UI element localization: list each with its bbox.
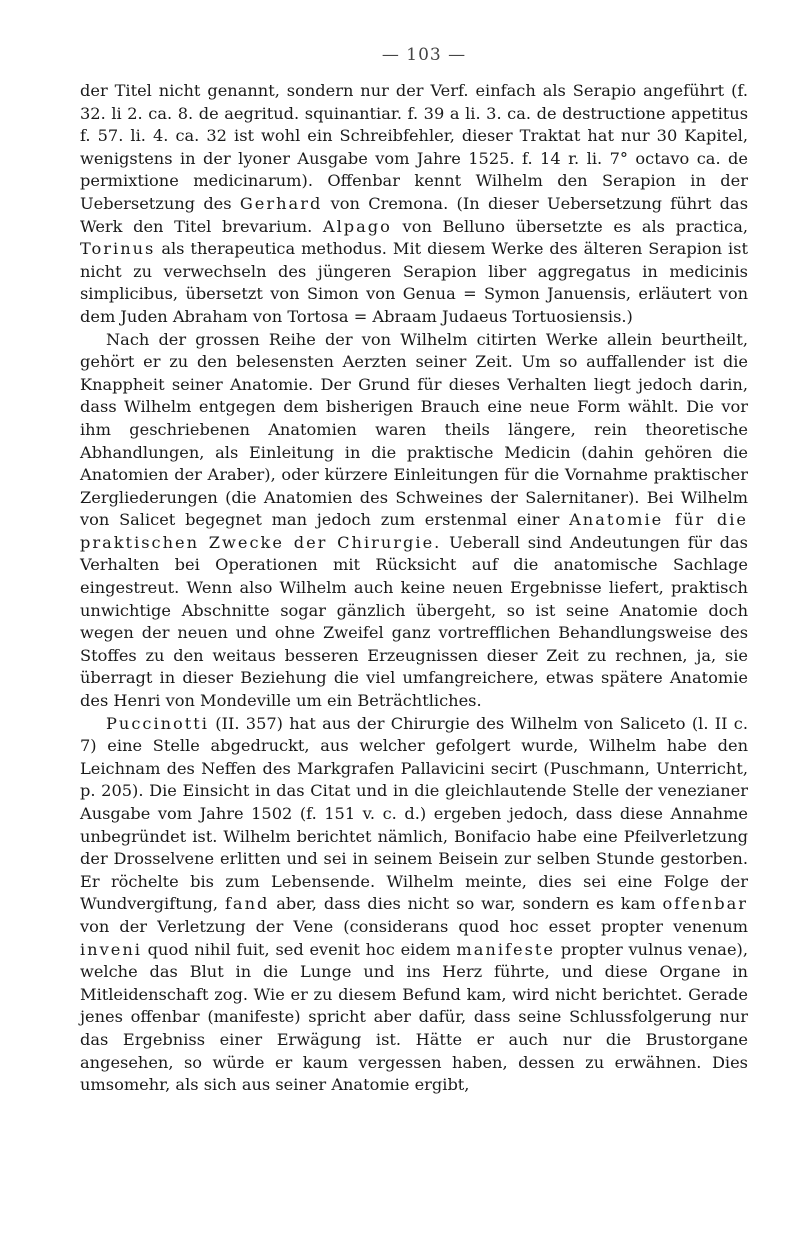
spaced-text: Gerhard [239,193,323,213]
text-run: Ueberall sind Andeutungen für das Verhalten bei Operationen mit Rücksicht auf die anatomische Sachlage eingestreut. Wenn also Wilhelm auch keine neuen Ergebnisse liefert, praktisch unwichtige Abschnitte sogar gänzlich übergeht, so ist seine Anatomie doch wegen der neuen und ohne Zweifel ganz vortrefflichen Behandlungsweise des Stoffes zu den weitaus besseren Erzeugnissen dieser Zeit zu rechnen, ja, sie überragt in dieser Beziehung die viel umfangreichere, etwas spätere Anatomie des Henri von Mondeville um ein Beträchtliches. [80,532,748,711]
spaced-text: Puccinotti [106,713,209,733]
paragraph-2 [80,329,748,713]
text-run: Nach der grossen Reihe der von Wilhelm citirten Werke allein beurtheilt, gehört er zu den belesensten Aerzten seiner Zeit. Um so auffallender ist die Knappheit seiner Anatomie. Der Grund für dieses Verhalten liegt jedoch darin, dass Wilhelm entgegen dem bisherigen Brauch eine neue Form wählt. Die vor ihm geschriebenen Anatomien waren theils längere, rein theoretische Abhandlungen, als Einleitung in die praktische Medicin (dahin gehören die Anatomien der Araber), oder kürzere Einleitungen für die Vornahme praktischer Zergliederungen (die Anatomien des Schweines der Salernitaner). Bei Wilhelm von Salicet begegnet man jedoch zum erstenmal einer [80,329,748,530]
text-run: von Cremona. (In dieser Uebersetzung führt das Werk den Titel brevarium. [80,193,748,236]
text-run: propter vulnus venae), welche das Blut in die Lunge und ins Herz führte, und diese Organe in Mitleidenschaft zog. Wie er zu diesem Befund kam, wird nicht berichtet. Gerade jenes offenbar (manifeste) spricht aber dafür, dass seine Schlussfolgerung nur das Ergebniss einer Erwägung ist. Hätte er auch nur die Brustorgane angesehen, so würde er kaum vergessen haben, dessen zu erwähnen. Dies umsomehr, als sich aus seiner Anatomie ergibt, [80,939,748,1095]
spaced-text: inveni [80,939,142,959]
spaced-text: Anatomie für die praktischen Zwecke der Chirurgie. [80,510,748,552]
text-run: der Titel nicht genannt, sondern nur der Verf. einfach als Serapio angeführt (f. 32. li 2. ca. 8. de aegritud. squinantiar. f. 39 a li. 3. ca. de destructione appetitus f. 57. li. 4. ca. 32 ist wohl ein Schreibfehler, dieser Traktat hat nur 30 Kapitel, wenigstens in der lyoner Ausgabe vom Jahre 1525. f. 14 r. li. 7° octavo ca. de permixtione medicinarum). Offenbar kennt Wilhelm den Serapion in der Uebersetzung des [80,81,748,213]
text-run: quod nihil fuit, sed evenit hoc eidem [141,939,457,959]
spaced-text: offenbar [662,894,748,914]
paragraph-3 [80,713,748,1097]
page-number: — 103 — [381,45,467,65]
spaced-text: fand [224,894,270,914]
paragraph-1 [80,80,748,329]
text-run: als therapeutica methodus. Mit diesem Werke des älteren Serapion ist nicht zu verwechseln des jüngeren Serapion liber aggregatus in medicinis simplicibus, übersetzt von Simon von Genua = Symon Januensis, erläutert von dem Juden Abraham von Tortosa = Abraam Judaeus Tortuosiensis.) [80,239,748,326]
text-run: (II. 357) hat aus der Chirurgie des Wilhelm von Saliceto (l. II c. 7) eine Stelle abgedruckt, aus welcher gefolgert wurde, Wilhelm habe den Leichnam des Neffen des Markgrafen Pallavicini secirt (Puschmann, Unterricht, p. 205). Die Einsicht in das Citat und in die gleichlautende Stelle der venezianer Ausgabe vom Jahre 1502 (f. 151 v. c. d.) ergeben jedoch, dass diese Annahme unbegründet ist. Wilhelm berichtet nämlich, Bonifacio habe eine Pfeilverletzung der Drosselvene erlitten und sei in seinem Beisein zur selben Stunde gestorben. Er röchelte bis zum Lebensende. Wilhelm meinte, dies sei eine Folge der Wundvergiftung, [80,713,748,914]
text-run: aber, dass dies nicht so war, sondern es kam [269,894,663,914]
body-text [80,80,748,1097]
text-run: von der Verletzung der Vene (considerans quod hoc esset propter venenum [80,916,748,936]
spaced-text: Torinus [80,239,156,259]
text-run: von Belluno übersetzte es als practica, [391,216,748,236]
spaced-text: Alpago [322,216,392,236]
spaced-text: manifeste [456,939,555,959]
